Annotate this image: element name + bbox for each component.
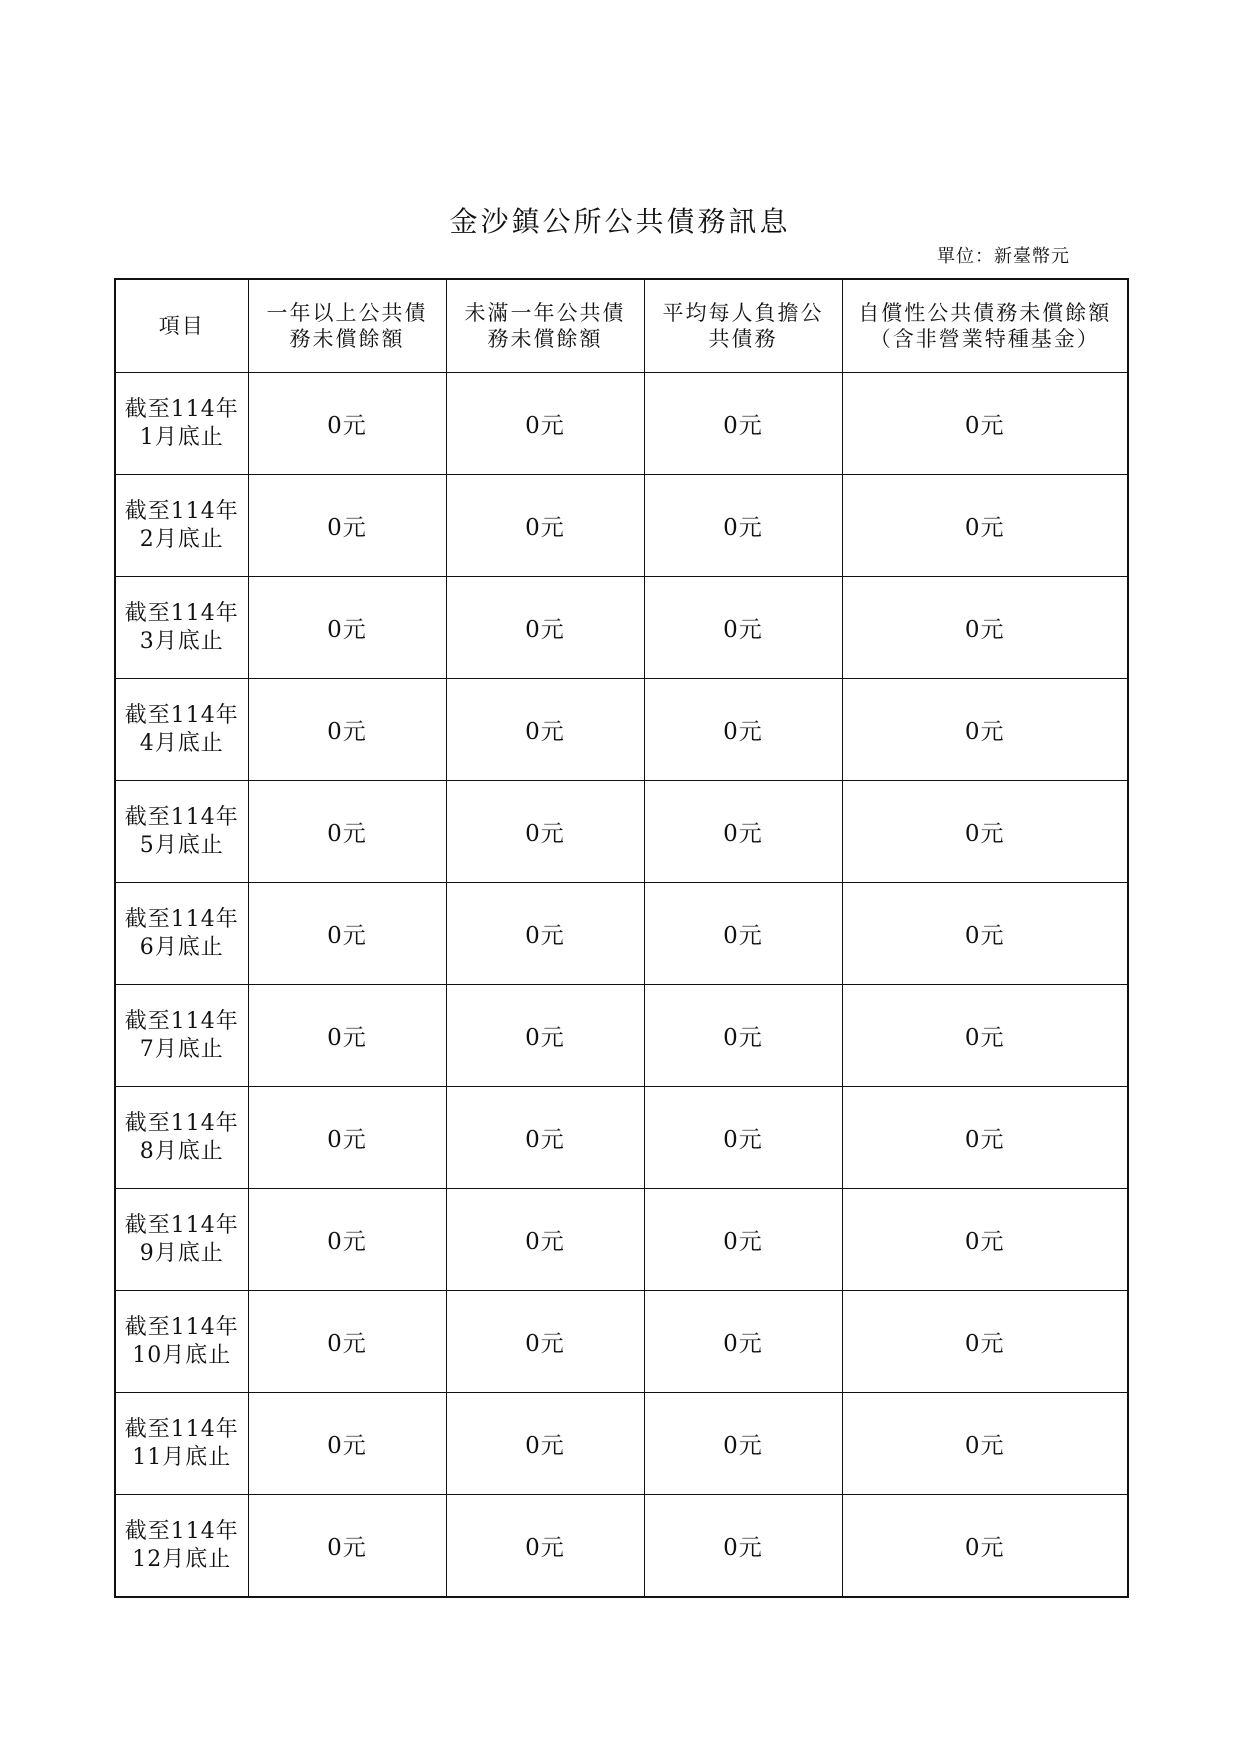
table-row [115, 1291, 1128, 1393]
period-cell [115, 985, 248, 1087]
period-line: 11月底止 [132, 1444, 232, 1470]
debt-per-capita-cell: 0元 [644, 1393, 842, 1495]
debt-over-one-year-cell: 0元 [248, 1087, 446, 1189]
table-row [115, 577, 1128, 679]
period-line: 截至114年 [124, 906, 239, 932]
table-header-row [115, 279, 1128, 373]
public-debt-table [114, 278, 1129, 1598]
period-line: 截至114年 [124, 702, 239, 728]
debt-under-one-year-cell: 0元 [446, 781, 644, 883]
period-line: 6月底止 [139, 934, 224, 960]
debt-over-one-year-cell: 0元 [248, 679, 446, 781]
self-liquidating-debt-cell: 0元 [842, 1393, 1128, 1495]
period-line: 截至114年 [124, 1008, 239, 1034]
debt-per-capita-cell: 0元 [644, 883, 842, 985]
table-row [115, 679, 1128, 781]
period-cell [115, 1495, 248, 1598]
header-line: 務未償餘額 [487, 327, 603, 351]
debt-under-one-year-cell: 0元 [446, 679, 644, 781]
table-body [115, 373, 1128, 1598]
debt-under-one-year-cell: 0元 [446, 373, 644, 475]
header-line: 平均每人負擔公 [662, 301, 824, 325]
self-liquidating-debt-cell: 0元 [842, 1087, 1128, 1189]
header-debt-under-one-year [446, 279, 644, 373]
period-line: 截至114年 [124, 600, 239, 626]
period-cell [115, 475, 248, 577]
period-line: 7月底止 [139, 1036, 224, 1062]
period-line: 10月底止 [132, 1342, 232, 1368]
header-item [115, 279, 248, 373]
unit-label: 單位：新臺幣元 [937, 246, 1070, 267]
debt-per-capita-cell: 0元 [644, 373, 842, 475]
period-line: 5月底止 [139, 832, 224, 858]
header-self-liquidating-debt [842, 279, 1128, 373]
header-line: （含非營業特種基金） [869, 327, 1100, 351]
header-line: 自償性公共債務未償餘額 [858, 301, 1112, 325]
debt-over-one-year-cell: 0元 [248, 985, 446, 1087]
period-line: 截至114年 [124, 498, 239, 524]
debt-over-one-year-cell: 0元 [248, 1189, 446, 1291]
period-line: 1月底止 [139, 424, 224, 450]
period-cell [115, 577, 248, 679]
debt-over-one-year-cell: 0元 [248, 1495, 446, 1598]
period-line: 3月底止 [139, 628, 224, 654]
debt-per-capita-cell: 0元 [644, 679, 842, 781]
period-cell [115, 1393, 248, 1495]
period-line: 截至114年 [124, 1110, 239, 1136]
debt-over-one-year-cell: 0元 [248, 373, 446, 475]
self-liquidating-debt-cell: 0元 [842, 781, 1128, 883]
self-liquidating-debt-cell: 0元 [842, 1495, 1128, 1598]
period-cell [115, 373, 248, 475]
header-line: 務未償餘額 [289, 327, 405, 351]
period-line: 截至114年 [124, 1416, 239, 1442]
header-debt-over-one-year [248, 279, 446, 373]
period-line: 8月底止 [139, 1138, 224, 1164]
debt-per-capita-cell: 0元 [644, 1189, 842, 1291]
debt-under-one-year-cell: 0元 [446, 1495, 644, 1598]
debt-over-one-year-cell: 0元 [248, 475, 446, 577]
debt-under-one-year-cell: 0元 [446, 1189, 644, 1291]
header-line: 項目 [158, 314, 205, 338]
debt-per-capita-cell: 0元 [644, 985, 842, 1087]
header-debt-per-capita [644, 279, 842, 373]
period-cell [115, 1189, 248, 1291]
period-line: 截至114年 [124, 1212, 239, 1238]
table-row [115, 1393, 1128, 1495]
debt-under-one-year-cell: 0元 [446, 1087, 644, 1189]
self-liquidating-debt-cell: 0元 [842, 475, 1128, 577]
self-liquidating-debt-cell: 0元 [842, 577, 1128, 679]
debt-per-capita-cell: 0元 [644, 577, 842, 679]
debt-under-one-year-cell: 0元 [446, 985, 644, 1087]
header-line: 未滿一年公共債 [464, 301, 626, 325]
period-line: 截至114年 [124, 396, 239, 422]
table-row [115, 883, 1128, 985]
header-line: 一年以上公共債 [266, 301, 428, 325]
debt-over-one-year-cell: 0元 [248, 781, 446, 883]
period-line: 4月底止 [139, 730, 224, 756]
debt-under-one-year-cell: 0元 [446, 1291, 644, 1393]
table-row [115, 373, 1128, 475]
period-line: 截至114年 [124, 804, 239, 830]
self-liquidating-debt-cell: 0元 [842, 373, 1128, 475]
document-title: 金沙鎮公所公共債務訊息 [449, 205, 791, 238]
debt-over-one-year-cell: 0元 [248, 1393, 446, 1495]
debt-over-one-year-cell: 0元 [248, 883, 446, 985]
table-row [115, 1495, 1128, 1598]
self-liquidating-debt-cell: 0元 [842, 679, 1128, 781]
period-cell [115, 1291, 248, 1393]
period-line: 9月底止 [139, 1240, 224, 1266]
period-cell [115, 883, 248, 985]
debt-under-one-year-cell: 0元 [446, 577, 644, 679]
self-liquidating-debt-cell: 0元 [842, 883, 1128, 985]
table-row [115, 1189, 1128, 1291]
debt-per-capita-cell: 0元 [644, 781, 842, 883]
period-line: 截至114年 [124, 1314, 239, 1340]
debt-per-capita-cell: 0元 [644, 1087, 842, 1189]
debt-under-one-year-cell: 0元 [446, 475, 644, 577]
debt-per-capita-cell: 0元 [644, 475, 842, 577]
table-row [115, 1087, 1128, 1189]
period-line: 截至114年 [124, 1518, 239, 1544]
self-liquidating-debt-cell: 0元 [842, 1291, 1128, 1393]
debt-per-capita-cell: 0元 [644, 1495, 842, 1598]
debt-over-one-year-cell: 0元 [248, 1291, 446, 1393]
period-cell [115, 1087, 248, 1189]
header-line: 共債務 [708, 327, 778, 351]
period-line: 12月底止 [132, 1546, 232, 1572]
debt-under-one-year-cell: 0元 [446, 1393, 644, 1495]
debt-per-capita-cell: 0元 [644, 1291, 842, 1393]
period-cell [115, 781, 248, 883]
period-line: 2月底止 [139, 526, 224, 552]
self-liquidating-debt-cell: 0元 [842, 985, 1128, 1087]
debt-under-one-year-cell: 0元 [446, 883, 644, 985]
period-cell [115, 679, 248, 781]
table-row [115, 475, 1128, 577]
table-row [115, 781, 1128, 883]
debt-over-one-year-cell: 0元 [248, 577, 446, 679]
self-liquidating-debt-cell: 0元 [842, 1189, 1128, 1291]
table-row [115, 985, 1128, 1087]
